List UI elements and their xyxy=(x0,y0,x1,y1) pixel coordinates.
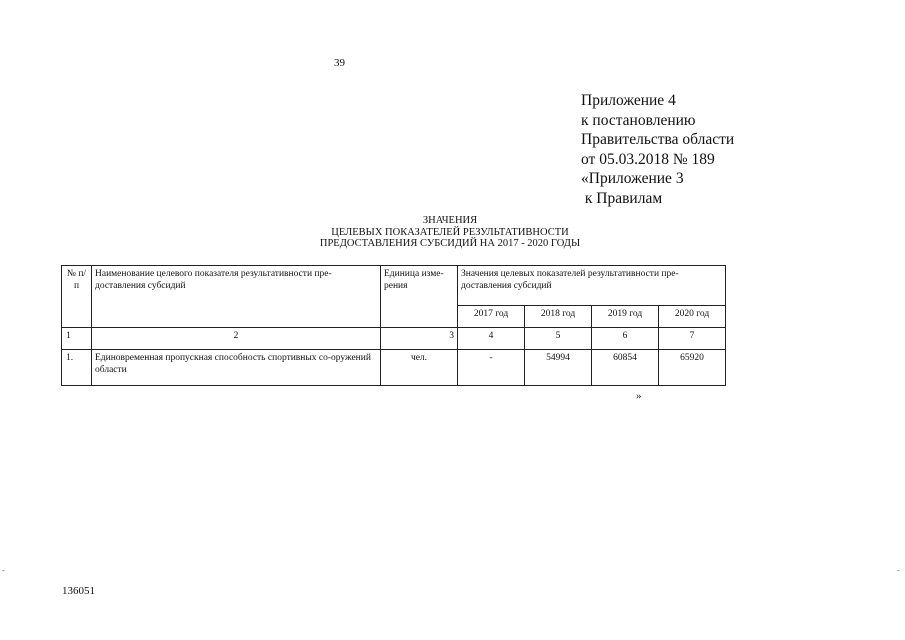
row-num: 1. xyxy=(62,350,92,386)
table-header-row xyxy=(62,266,726,306)
heading-line-1: ЗНАЧЕНИЯ xyxy=(422,215,478,226)
appendix-line: «Приложение 3 xyxy=(581,170,684,187)
row-value-2017: - xyxy=(458,350,525,386)
column-number: 7 xyxy=(659,328,726,350)
row-name: Единовременная пропускная способность спортивных со-оружений области xyxy=(92,350,381,386)
appendix-line: к Правилам xyxy=(581,189,663,207)
header-year: 2018 год xyxy=(525,306,592,328)
row-unit: чел. xyxy=(381,350,458,386)
header-year: 2020 год xyxy=(659,306,726,328)
left-edge-mark: - xyxy=(2,566,5,575)
indicators-table xyxy=(61,265,726,386)
heading-line-2: ЦЕЛЕВЫХ ПОКАЗАТЕЛЕЙ РЕЗУЛЬТАТИВНОСТИ xyxy=(331,226,569,238)
appendix-line: Приложение 4 xyxy=(581,92,676,109)
appendix-line: Правительства области xyxy=(581,131,735,148)
closing-quote: » xyxy=(636,390,642,402)
column-number: 2 xyxy=(92,328,381,350)
row-value-2020: 65920 xyxy=(659,350,726,386)
row-value-2019: 60854 xyxy=(592,350,659,386)
column-number: 4 xyxy=(458,328,525,350)
column-number: 5 xyxy=(525,328,592,350)
column-number: 6 xyxy=(592,328,659,350)
heading-line-3: ПРЕДОСТАВЛЕНИЯ СУБСИДИЙ НА 2017 - 2020 ГОДЫ xyxy=(319,238,581,249)
page-number: 39 xyxy=(334,57,345,69)
header-num: № п/п xyxy=(62,266,92,328)
header-year: 2017 год xyxy=(458,306,525,328)
header-unit: Единица изме-рения xyxy=(381,266,458,328)
column-number: 3 xyxy=(381,328,458,350)
header-values: Значения целевых показателей результативности пре-доставления субсидий xyxy=(458,266,726,306)
header-name: Наименование целевого показателя результативности пре-доставления субсидий xyxy=(92,266,381,328)
column-number: 1 xyxy=(62,328,92,350)
right-edge-mark: - xyxy=(897,566,900,575)
appendix-line: от 05.03.2018 № 189 xyxy=(581,150,715,168)
document-heading xyxy=(250,215,650,250)
appendix-block xyxy=(581,91,781,208)
row-value-2018: 54994 xyxy=(525,350,592,386)
table-row xyxy=(62,350,726,386)
document-code: 136051 xyxy=(62,585,95,597)
appendix-line: к постановлению xyxy=(581,111,696,129)
header-year: 2019 год xyxy=(592,306,659,328)
column-number-row xyxy=(62,328,726,350)
